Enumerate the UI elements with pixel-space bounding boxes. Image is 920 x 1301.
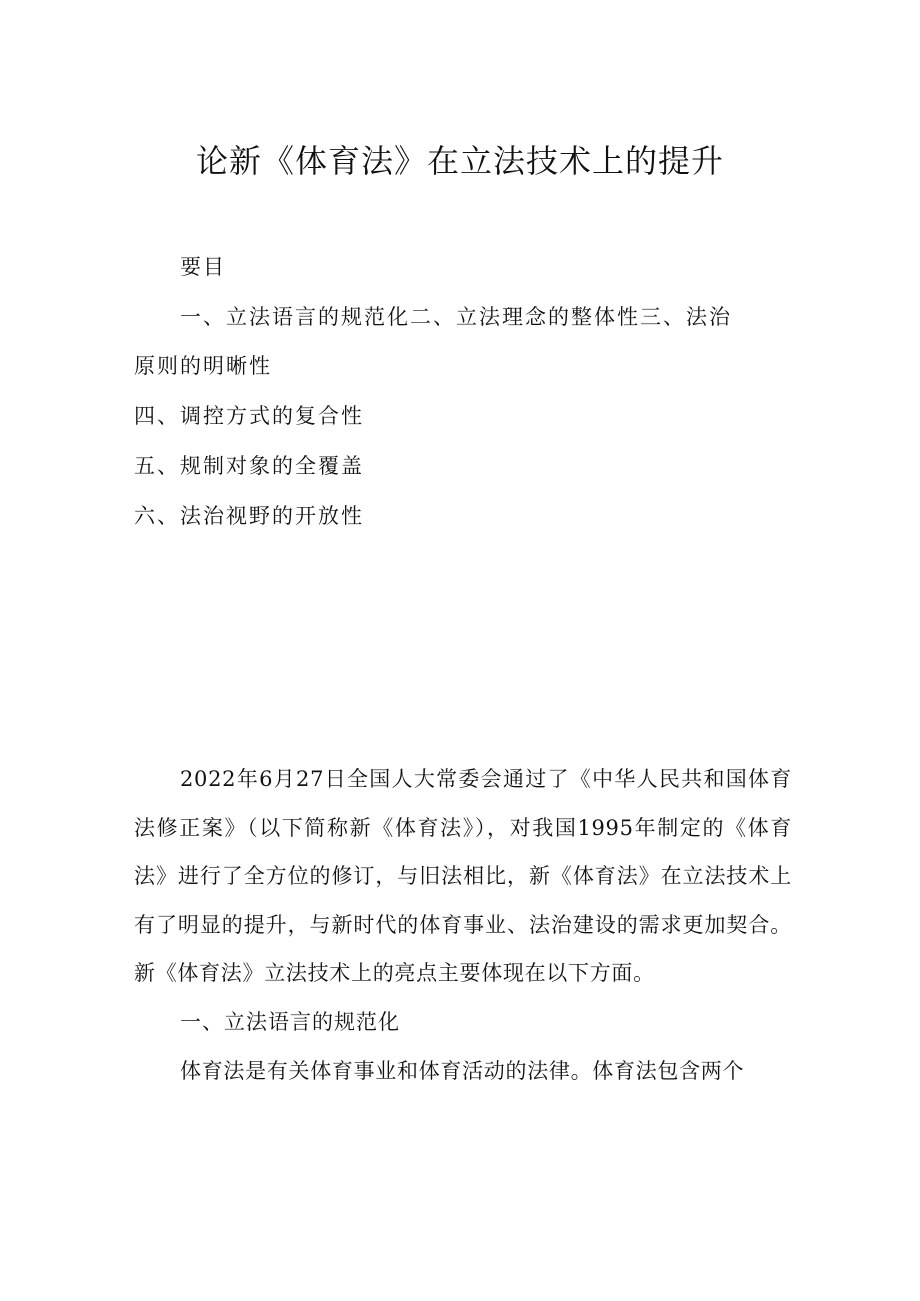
outline-line: 一、立法语言的规范化二、立法理念的整体性三、法治 [180,305,732,329]
intro-paragraph: 2022年6月27日全国人大常委会通过了《中华人民共和国体育法修正案》（以下简称新《体育法》），对我国1995年制定的《体育法》进行了全方位的修订，与旧法相比，新《体育法》在立法技术上有了明显的提升，与新时代的体育事业、法治建设的需求更加契合。新《体育法》立法技术上的亮点主要体现在以下方面。 [134,767,792,986]
outline-heading: 要目 [180,255,226,279]
section-paragraph: 体育法是有关体育事业和体育活动的法律。体育法包含两个 [180,1058,745,1083]
outline-line: 五、规制对象的全覆盖 [134,454,364,478]
outline-line: 四、调控方式的复合性 [134,404,364,428]
document-body [134,755,792,1095]
outline-line: 原则的明晰性 [134,354,272,378]
section-heading: 一、立法语言的规范化 [180,1009,400,1034]
outline-line: 六、法治视野的开放性 [134,504,364,528]
document-title: 论新《体育法》在立法技术上的提升 [195,142,724,180]
